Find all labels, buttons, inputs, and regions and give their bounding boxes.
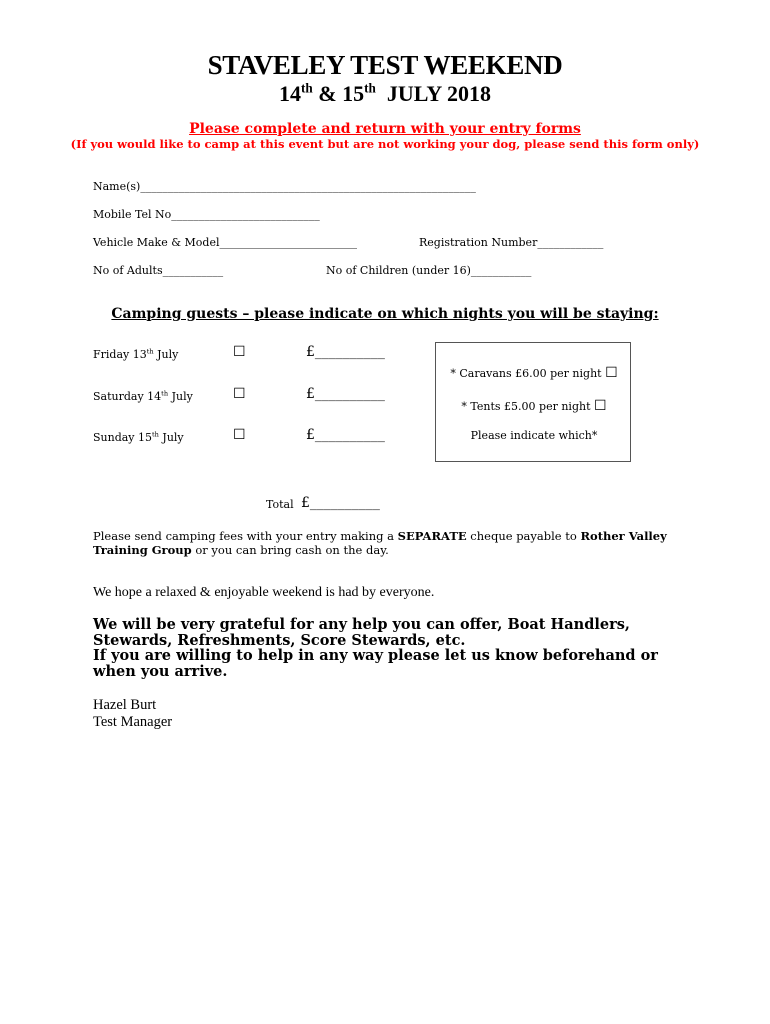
mobile-field[interactable]: Mobile Tel No___________________________ <box>93 208 320 221</box>
night-label-saturday: Saturday 14th July <box>93 389 193 403</box>
adults-field[interactable]: No of Adults___________ <box>93 264 224 277</box>
instruction-heading: Please complete and return with your entry forms <box>189 121 581 137</box>
saturday-checkbox[interactable]: ☐ <box>233 386 246 402</box>
camping-heading: Camping guests – please indicate on which nights you will be staying: <box>111 306 659 322</box>
sunday-checkbox[interactable]: ☐ <box>233 427 246 443</box>
total-amount-field[interactable]: £__________ <box>301 495 380 511</box>
accommodation-type-box <box>435 342 631 462</box>
total-label: Total <box>266 498 294 511</box>
signature-name: Hazel Burt <box>93 697 157 713</box>
indicate-note: Please indicate which* <box>470 429 598 442</box>
vehicle-field[interactable]: Vehicle Make & Model_________________________ <box>93 236 357 249</box>
closing-message: We hope a relaxed & enjoyable weekend is had by everyone. <box>93 585 435 600</box>
event-dates: 14th & 15th JULY 2018 <box>279 80 491 106</box>
friday-checkbox[interactable]: ☐ <box>233 344 246 360</box>
signature-role: Test Manager <box>93 714 173 730</box>
night-label-friday: Friday 13th July <box>93 347 179 361</box>
fees-paragraph: Please send camping fees with your entry making a SEPARATE cheque payable to Rother Valley Training Group or you can bring cash on the day. <box>93 529 667 557</box>
children-field[interactable]: No of Children (under 16)___________ <box>326 264 532 277</box>
registration-field[interactable]: Registration Number____________ <box>419 236 604 249</box>
caravans-option: * Caravans £6.00 per night ☐ <box>450 365 618 381</box>
volunteer-request-line2: If you are willing to help in any way please let us know beforehand or when you arrive. <box>93 647 658 680</box>
tents-option: * Tents £5.00 per night ☐ <box>461 398 607 414</box>
friday-amount-field[interactable]: £__________ <box>306 344 385 360</box>
page-title: STAVELEY TEST WEEKEND <box>207 50 563 80</box>
caravans-checkbox[interactable]: ☐ <box>605 365 618 381</box>
instruction-note: (If you would like to camp at this event but are not working your dog, please send this form only) <box>70 137 700 151</box>
volunteer-request-line1: We will be very grateful for any help you can offer, Boat Handlers, Stewards, Refreshments, Score Stewards, etc. <box>93 616 630 649</box>
saturday-amount-field[interactable]: £__________ <box>306 386 385 402</box>
sunday-amount-field[interactable]: £__________ <box>306 427 385 443</box>
tents-checkbox[interactable]: ☐ <box>594 398 607 414</box>
night-label-sunday: Sunday 15th July <box>93 430 184 444</box>
names-field[interactable]: Name(s)_____________________________________________________________ <box>93 180 476 193</box>
volunteer-request <box>93 617 693 679</box>
